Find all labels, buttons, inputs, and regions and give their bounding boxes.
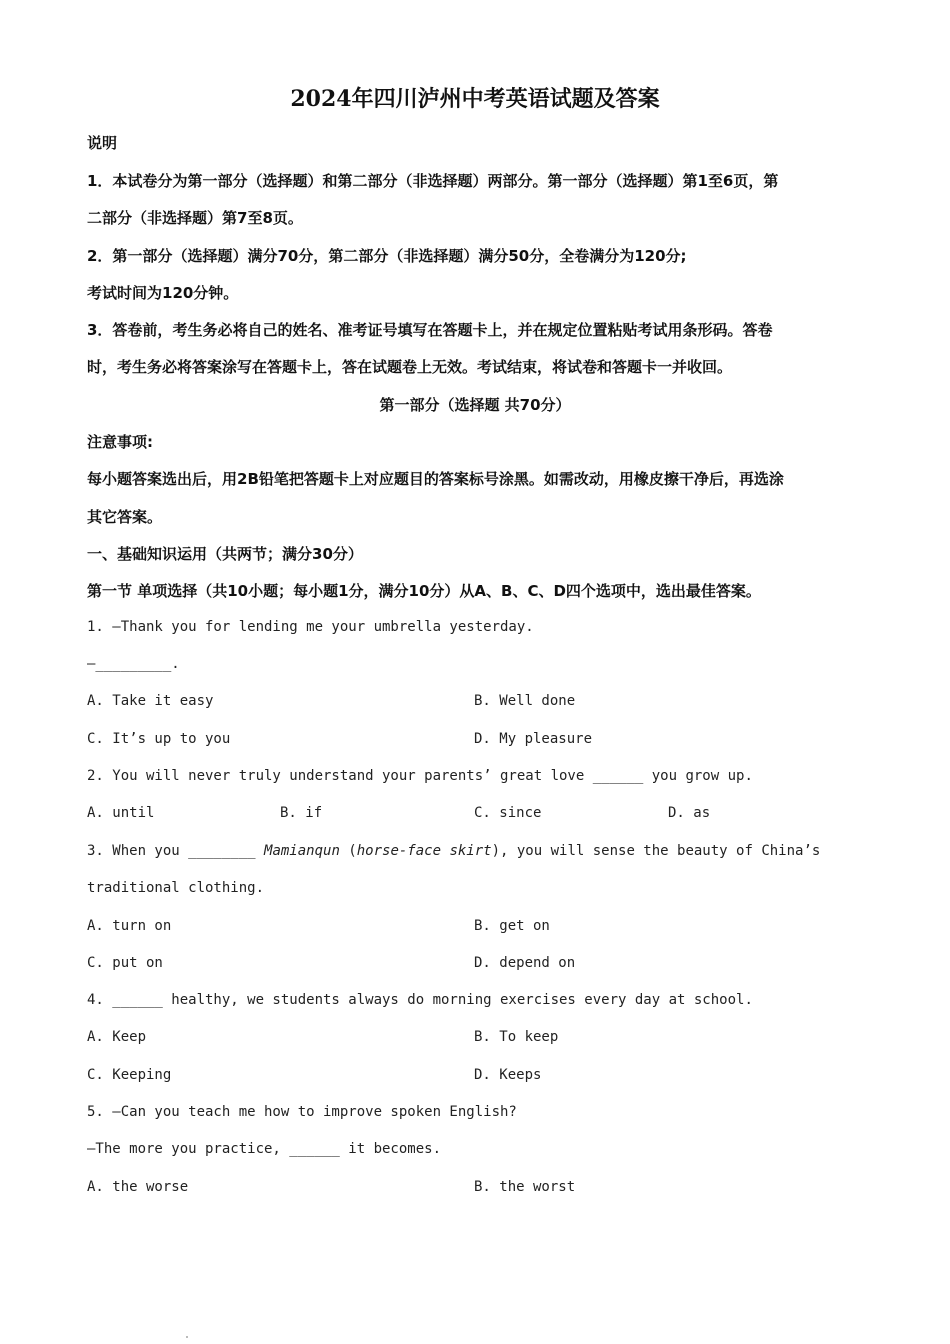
q1-option-c: C. It’s up to you (87, 731, 231, 747)
q3-option-b: B. get on (474, 918, 550, 934)
instruction-3-line-2: 时，考生务必将答案涂写在答题卡上，答在试题卷上无效。考试结束，将试卷和答题卡一并收回。 (87, 358, 733, 376)
instruction-1-line-1: 1．本试卷分为第一部分（选择题）和第二部分（非选择题）两部分。第一部分（选择题）第1至6页，第 (87, 172, 779, 190)
q2-option-b: B. if (280, 805, 323, 821)
q1-option-a: A. Take it easy (87, 693, 214, 709)
q1-option-b: B. Well done (474, 693, 576, 709)
q4-option-b: B. To keep (474, 1029, 559, 1045)
q4-option-a: A. Keep (87, 1029, 147, 1045)
instruction-3-line-1: 3．答卷前，考生务必将自己的姓名、准考证号填写在答题卡上，并在规定位置粘贴考试用条形码。答卷 (87, 321, 773, 339)
q1-stem: 1. —Thank you for lending me your umbrella yesterday. (87, 619, 534, 635)
q5-reply: —The more you practice, ______ it becomes. (87, 1141, 442, 1157)
q2-stem: 2. You will never truly understand your parents’ great love ______ you grow up. (87, 768, 753, 784)
q4-option-c: C. Keeping (87, 1067, 172, 1083)
q3-option-c: C. put on (87, 955, 163, 971)
page-title: 2024年四川泸州中考英语试题及答案 (290, 86, 660, 112)
instruction-1-line-2: 二部分（非选择题）第7至8页。 (87, 209, 303, 227)
q3-stem-pre: 3. When you ________ (87, 843, 265, 859)
q3-option-a: A. turn on (87, 918, 172, 934)
instruction-2-line-1: 2．第一部分（选择题）满分70分，第二部分（非选择题）满分50分，全卷满分为120分; (87, 247, 687, 265)
section-1-heading: 一、基础知识运用（共两节；满分30分） (87, 545, 363, 563)
q3-stem-post: ), you will sense the beauty of China’s (491, 843, 821, 859)
q2-option-a: A. until (87, 805, 155, 821)
q5-option-a: A. the worse (87, 1179, 189, 1195)
notice-heading: 注意事项: (87, 433, 153, 451)
q3-option-d: D. depend on (474, 955, 576, 971)
q3-stem (87, 843, 820, 859)
part1-heading: 第一部分（选择题 共70分） (379, 396, 571, 414)
scan-speck (186, 1336, 188, 1338)
notice-line-2: 其它答案。 (87, 508, 163, 526)
q4-stem: 4. ______ healthy, we students always do morning exercises every day at school. (87, 992, 753, 1008)
subsection-1-heading: 第一节 单项选择（共10小题；每小题1分，满分10分）从A、B、C、D四个选项中，选出最佳答案。 (87, 582, 761, 600)
q4-option-d: D. Keeps (474, 1067, 542, 1083)
q3-stem-line-2: traditional clothing. (87, 880, 265, 896)
q2-option-d: D. as (668, 805, 711, 821)
q3-stem-gloss: horse-face skirt (356, 843, 492, 859)
q3-stem-term: Mamianqun (264, 843, 340, 859)
q2-option-c: C. since (474, 805, 542, 821)
q1-reply: —_________. (87, 656, 180, 672)
q1-option-d: D. My pleasure (474, 731, 593, 747)
q3-stem-mid: ( (339, 843, 357, 859)
q5-option-b: B. the worst (474, 1179, 576, 1195)
notice-line-1: 每小题答案选出后，用2B铅笔把答题卡上对应题目的答案标号涂黑。如需改动，用橡皮擦干净后，再选涂 (87, 470, 784, 488)
instructions-heading: 说明 (87, 134, 118, 152)
q5-stem: 5. —Can you teach me how to improve spoken English? (87, 1104, 517, 1120)
instruction-2-line-2: 考试时间为120分钟。 (87, 284, 239, 302)
